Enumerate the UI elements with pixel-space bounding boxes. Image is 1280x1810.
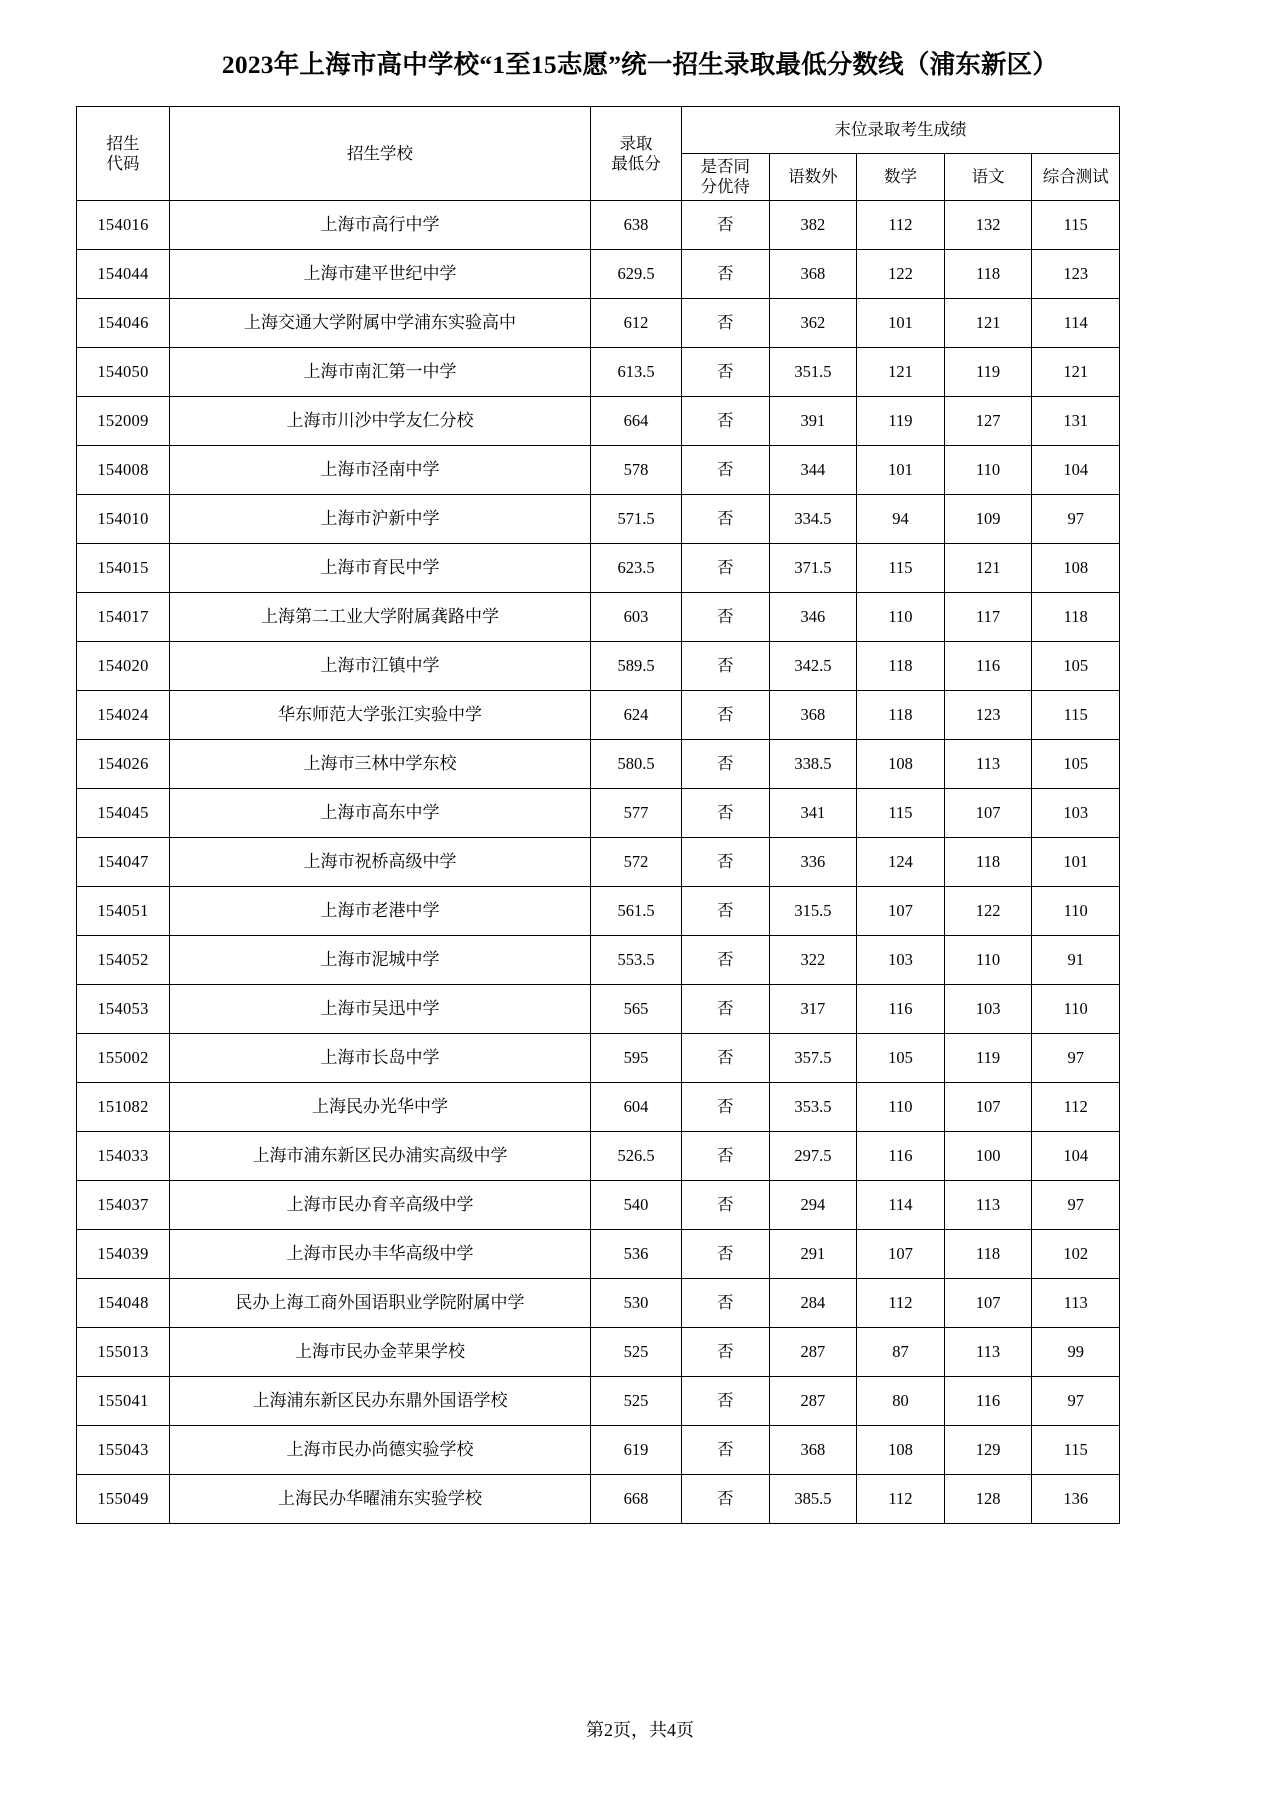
cell-school-name: 上海市长岛中学 <box>170 1034 591 1083</box>
cell-school-name: 上海市祝桥高级中学 <box>170 838 591 887</box>
cell-same-score-preference: 否 <box>682 250 770 299</box>
cell-ysw-score: 353.5 <box>769 1083 857 1132</box>
cell-comprehensive-score: 131 <box>1032 397 1120 446</box>
cell-same-score-preference: 否 <box>682 740 770 789</box>
cell-school-name: 上海市育民中学 <box>170 544 591 593</box>
cell-admission-code: 154010 <box>77 495 170 544</box>
cell-ysw-score: 287 <box>769 1328 857 1377</box>
cell-min-score: 604 <box>591 1083 682 1132</box>
table-header <box>77 107 1120 201</box>
cell-min-score: 525 <box>591 1377 682 1426</box>
table-row <box>77 1034 1120 1083</box>
cell-school-name: 上海市民办金苹果学校 <box>170 1328 591 1377</box>
cell-chinese-score: 116 <box>944 1377 1032 1426</box>
cell-ysw-score: 357.5 <box>769 1034 857 1083</box>
cell-school-name: 上海第二工业大学附属龚路中学 <box>170 593 591 642</box>
cell-comprehensive-score: 118 <box>1032 593 1120 642</box>
cell-same-score-preference: 否 <box>682 201 770 250</box>
cell-min-score: 595 <box>591 1034 682 1083</box>
table-row <box>77 642 1120 691</box>
cell-chinese-score: 119 <box>944 1034 1032 1083</box>
cell-ysw-score: 322 <box>769 936 857 985</box>
cell-chinese-score: 121 <box>944 299 1032 348</box>
cell-school-name: 上海市沪新中学 <box>170 495 591 544</box>
cell-comprehensive-score: 101 <box>1032 838 1120 887</box>
cell-comprehensive-score: 99 <box>1032 1328 1120 1377</box>
cell-admission-code: 154052 <box>77 936 170 985</box>
cell-comprehensive-score: 115 <box>1032 691 1120 740</box>
cell-admission-code: 154044 <box>77 250 170 299</box>
cell-same-score-preference: 否 <box>682 691 770 740</box>
cell-admission-code: 154053 <box>77 985 170 1034</box>
cell-school-name: 上海市民办育辛高级中学 <box>170 1181 591 1230</box>
cell-math-score: 110 <box>857 593 945 642</box>
cell-math-score: 121 <box>857 348 945 397</box>
cell-math-score: 107 <box>857 1230 945 1279</box>
cell-same-score-preference: 否 <box>682 1034 770 1083</box>
header-comprehensive: 综合测试 <box>1032 154 1120 201</box>
admission-score-table <box>76 106 1120 1524</box>
cell-chinese-score: 117 <box>944 593 1032 642</box>
cell-same-score-preference: 否 <box>682 936 770 985</box>
cell-math-score: 94 <box>857 495 945 544</box>
cell-comprehensive-score: 136 <box>1032 1475 1120 1524</box>
cell-ysw-score: 385.5 <box>769 1475 857 1524</box>
cell-admission-code: 154026 <box>77 740 170 789</box>
cell-admission-code: 155002 <box>77 1034 170 1083</box>
cell-chinese-score: 118 <box>944 250 1032 299</box>
cell-min-score: 619 <box>591 1426 682 1475</box>
header-min-score <box>591 107 682 201</box>
cell-ysw-score: 368 <box>769 691 857 740</box>
table-row <box>77 397 1120 446</box>
cell-school-name: 上海民办华曜浦东实验学校 <box>170 1475 591 1524</box>
cell-min-score: 525 <box>591 1328 682 1377</box>
table-row <box>77 299 1120 348</box>
cell-admission-code: 152009 <box>77 397 170 446</box>
cell-comprehensive-score: 97 <box>1032 495 1120 544</box>
cell-min-score: 664 <box>591 397 682 446</box>
cell-math-score: 122 <box>857 250 945 299</box>
cell-math-score: 87 <box>857 1328 945 1377</box>
cell-comprehensive-score: 91 <box>1032 936 1120 985</box>
cell-math-score: 115 <box>857 789 945 838</box>
cell-admission-code: 155013 <box>77 1328 170 1377</box>
cell-min-score: 530 <box>591 1279 682 1328</box>
cell-min-score: 623.5 <box>591 544 682 593</box>
cell-ysw-score: 336 <box>769 838 857 887</box>
header-chinese: 语文 <box>944 154 1032 201</box>
table-row <box>77 1132 1120 1181</box>
cell-comprehensive-score: 104 <box>1032 1132 1120 1181</box>
cell-ysw-score: 362 <box>769 299 857 348</box>
cell-same-score-preference: 否 <box>682 1426 770 1475</box>
table-row <box>77 691 1120 740</box>
cell-school-name: 上海交通大学附属中学浦东实验高中 <box>170 299 591 348</box>
cell-min-score: 571.5 <box>591 495 682 544</box>
cell-comprehensive-score: 97 <box>1032 1181 1120 1230</box>
cell-school-name: 上海市川沙中学友仁分校 <box>170 397 591 446</box>
cell-ysw-score: 317 <box>769 985 857 1034</box>
cell-min-score: 603 <box>591 593 682 642</box>
cell-ysw-score: 382 <box>769 201 857 250</box>
cell-admission-code: 154008 <box>77 446 170 495</box>
cell-school-name: 上海市江镇中学 <box>170 642 591 691</box>
table-row <box>77 1181 1120 1230</box>
cell-chinese-score: 119 <box>944 348 1032 397</box>
cell-min-score: 536 <box>591 1230 682 1279</box>
table-row <box>77 1475 1120 1524</box>
page-footer: 第2页，共4页 <box>586 1720 694 1740</box>
cell-same-score-preference: 否 <box>682 1279 770 1328</box>
cell-math-score: 114 <box>857 1181 945 1230</box>
table-row <box>77 201 1120 250</box>
cell-same-score-preference: 否 <box>682 642 770 691</box>
cell-ysw-score: 344 <box>769 446 857 495</box>
cell-min-score: 613.5 <box>591 348 682 397</box>
cell-chinese-score: 113 <box>944 1181 1032 1230</box>
cell-school-name: 上海市泾南中学 <box>170 446 591 495</box>
table-body <box>77 201 1120 1524</box>
cell-ysw-score: 368 <box>769 1426 857 1475</box>
cell-chinese-score: 121 <box>944 544 1032 593</box>
cell-chinese-score: 128 <box>944 1475 1032 1524</box>
cell-comprehensive-score: 108 <box>1032 544 1120 593</box>
cell-math-score: 80 <box>857 1377 945 1426</box>
header-row-top <box>77 107 1120 154</box>
cell-school-name: 上海民办光华中学 <box>170 1083 591 1132</box>
cell-chinese-score: 127 <box>944 397 1032 446</box>
cell-math-score: 101 <box>857 299 945 348</box>
cell-school-name: 上海市泥城中学 <box>170 936 591 985</box>
cell-admission-code: 154051 <box>77 887 170 936</box>
cell-min-score: 561.5 <box>591 887 682 936</box>
cell-same-score-preference: 否 <box>682 593 770 642</box>
cell-ysw-score: 341 <box>769 789 857 838</box>
cell-min-score: 578 <box>591 446 682 495</box>
cell-comprehensive-score: 104 <box>1032 446 1120 495</box>
table-row <box>77 1230 1120 1279</box>
cell-chinese-score: 123 <box>944 691 1032 740</box>
cell-ysw-score: 338.5 <box>769 740 857 789</box>
table-row <box>77 740 1120 789</box>
cell-comprehensive-score: 121 <box>1032 348 1120 397</box>
cell-admission-code: 154046 <box>77 299 170 348</box>
cell-math-score: 112 <box>857 1279 945 1328</box>
cell-comprehensive-score: 97 <box>1032 1377 1120 1426</box>
table-row <box>77 789 1120 838</box>
cell-school-name: 上海市建平世纪中学 <box>170 250 591 299</box>
cell-chinese-score: 109 <box>944 495 1032 544</box>
table-row <box>77 544 1120 593</box>
cell-math-score: 101 <box>857 446 945 495</box>
cell-comprehensive-score: 115 <box>1032 1426 1120 1475</box>
cell-math-score: 105 <box>857 1034 945 1083</box>
cell-same-score-preference: 否 <box>682 299 770 348</box>
cell-comprehensive-score: 105 <box>1032 740 1120 789</box>
cell-admission-code: 154037 <box>77 1181 170 1230</box>
cell-ysw-score: 297.5 <box>769 1132 857 1181</box>
table-row <box>77 593 1120 642</box>
cell-ysw-score: 315.5 <box>769 887 857 936</box>
table-row <box>77 838 1120 887</box>
cell-ysw-score: 346 <box>769 593 857 642</box>
cell-min-score: 668 <box>591 1475 682 1524</box>
cell-school-name: 上海市高东中学 <box>170 789 591 838</box>
cell-comprehensive-score: 97 <box>1032 1034 1120 1083</box>
cell-same-score-preference: 否 <box>682 397 770 446</box>
cell-chinese-score: 129 <box>944 1426 1032 1475</box>
cell-same-score-preference: 否 <box>682 1377 770 1426</box>
cell-comprehensive-score: 114 <box>1032 299 1120 348</box>
cell-same-score-preference: 否 <box>682 985 770 1034</box>
cell-math-score: 118 <box>857 642 945 691</box>
cell-school-name: 上海市高行中学 <box>170 201 591 250</box>
header-school: 招生学校 <box>170 107 591 201</box>
cell-min-score: 577 <box>591 789 682 838</box>
cell-same-score-preference: 否 <box>682 495 770 544</box>
cell-same-score-preference: 否 <box>682 1328 770 1377</box>
header-admission-code-line2: 代码 <box>106 153 140 173</box>
table-row <box>77 1377 1120 1426</box>
table-row <box>77 936 1120 985</box>
header-last-admitted-group: 末位录取考生成绩 <box>682 107 1120 154</box>
cell-min-score: 526.5 <box>591 1132 682 1181</box>
cell-admission-code: 154033 <box>77 1132 170 1181</box>
cell-chinese-score: 103 <box>944 985 1032 1034</box>
header-same-score-preference <box>682 154 770 201</box>
cell-math-score: 112 <box>857 201 945 250</box>
cell-math-score: 112 <box>857 1475 945 1524</box>
cell-same-score-preference: 否 <box>682 789 770 838</box>
cell-math-score: 108 <box>857 1426 945 1475</box>
cell-school-name: 上海市老港中学 <box>170 887 591 936</box>
cell-min-score: 572 <box>591 838 682 887</box>
cell-chinese-score: 113 <box>944 1328 1032 1377</box>
cell-admission-code: 154045 <box>77 789 170 838</box>
cell-ysw-score: 371.5 <box>769 544 857 593</box>
cell-chinese-score: 122 <box>944 887 1032 936</box>
cell-same-score-preference: 否 <box>682 446 770 495</box>
cell-math-score: 116 <box>857 1132 945 1181</box>
cell-ysw-score: 287 <box>769 1377 857 1426</box>
cell-school-name: 上海市浦东新区民办浦实高级中学 <box>170 1132 591 1181</box>
cell-min-score: 553.5 <box>591 936 682 985</box>
page-title: 2023年上海市高中学校“1至15志愿”统一招生录取最低分数线（浦东新区） <box>221 50 1059 79</box>
cell-comprehensive-score: 112 <box>1032 1083 1120 1132</box>
table-row <box>77 1328 1120 1377</box>
table-row <box>77 250 1120 299</box>
cell-ysw-score: 342.5 <box>769 642 857 691</box>
cell-ysw-score: 291 <box>769 1230 857 1279</box>
table-row <box>77 887 1120 936</box>
cell-school-name: 上海市南汇第一中学 <box>170 348 591 397</box>
table-row <box>77 348 1120 397</box>
cell-chinese-score: 110 <box>944 936 1032 985</box>
cell-school-name: 上海浦东新区民办东鼎外国语学校 <box>170 1377 591 1426</box>
cell-admission-code: 154047 <box>77 838 170 887</box>
table-row <box>77 1083 1120 1132</box>
cell-chinese-score: 107 <box>944 789 1032 838</box>
cell-math-score: 119 <box>857 397 945 446</box>
cell-min-score: 580.5 <box>591 740 682 789</box>
cell-ysw-score: 294 <box>769 1181 857 1230</box>
cell-ysw-score: 351.5 <box>769 348 857 397</box>
cell-comprehensive-score: 110 <box>1032 887 1120 936</box>
cell-min-score: 540 <box>591 1181 682 1230</box>
cell-same-score-preference: 否 <box>682 1083 770 1132</box>
cell-ysw-score: 284 <box>769 1279 857 1328</box>
cell-school-name: 上海市民办尚德实验学校 <box>170 1426 591 1475</box>
header-admission-code-line1: 招生 <box>106 133 140 153</box>
table-row <box>77 1426 1120 1475</box>
cell-chinese-score: 113 <box>944 740 1032 789</box>
cell-comprehensive-score: 102 <box>1032 1230 1120 1279</box>
header-admission-code <box>77 107 170 201</box>
cell-min-score: 638 <box>591 201 682 250</box>
cell-same-score-preference: 否 <box>682 1181 770 1230</box>
cell-chinese-score: 118 <box>944 1230 1032 1279</box>
cell-chinese-score: 116 <box>944 642 1032 691</box>
cell-school-name: 上海市三林中学东校 <box>170 740 591 789</box>
header-min-score-line2: 最低分 <box>611 153 661 173</box>
cell-chinese-score: 132 <box>944 201 1032 250</box>
cell-same-score-preference: 否 <box>682 887 770 936</box>
cell-admission-code: 155043 <box>77 1426 170 1475</box>
cell-comprehensive-score: 110 <box>1032 985 1120 1034</box>
cell-same-score-preference: 否 <box>682 544 770 593</box>
cell-comprehensive-score: 115 <box>1032 201 1120 250</box>
cell-admission-code: 154016 <box>77 201 170 250</box>
cell-chinese-score: 107 <box>944 1083 1032 1132</box>
cell-math-score: 124 <box>857 838 945 887</box>
cell-admission-code: 154015 <box>77 544 170 593</box>
header-same-score-line1: 是否同 <box>700 157 751 177</box>
table-row <box>77 1279 1120 1328</box>
cell-school-name: 上海市吴迅中学 <box>170 985 591 1034</box>
cell-math-score: 107 <box>857 887 945 936</box>
cell-admission-code: 154020 <box>77 642 170 691</box>
cell-comprehensive-score: 105 <box>1032 642 1120 691</box>
cell-admission-code: 155049 <box>77 1475 170 1524</box>
cell-admission-code: 154048 <box>77 1279 170 1328</box>
cell-ysw-score: 334.5 <box>769 495 857 544</box>
cell-admission-code: 154024 <box>77 691 170 740</box>
cell-same-score-preference: 否 <box>682 1475 770 1524</box>
cell-min-score: 565 <box>591 985 682 1034</box>
cell-min-score: 589.5 <box>591 642 682 691</box>
cell-chinese-score: 100 <box>944 1132 1032 1181</box>
cell-school-name: 华东师范大学张江实验中学 <box>170 691 591 740</box>
cell-same-score-preference: 否 <box>682 348 770 397</box>
cell-ysw-score: 368 <box>769 250 857 299</box>
cell-school-name: 民办上海工商外国语职业学院附属中学 <box>170 1279 591 1328</box>
cell-admission-code: 154050 <box>77 348 170 397</box>
cell-chinese-score: 110 <box>944 446 1032 495</box>
cell-math-score: 110 <box>857 1083 945 1132</box>
cell-math-score: 115 <box>857 544 945 593</box>
header-ysw: 语数外 <box>769 154 857 201</box>
table-row <box>77 495 1120 544</box>
cell-school-name: 上海市民办丰华高级中学 <box>170 1230 591 1279</box>
header-min-score-line1: 录取 <box>619 133 653 153</box>
cell-same-score-preference: 否 <box>682 1132 770 1181</box>
table-row <box>77 985 1120 1034</box>
cell-comprehensive-score: 123 <box>1032 250 1120 299</box>
cell-math-score: 116 <box>857 985 945 1034</box>
cell-chinese-score: 107 <box>944 1279 1032 1328</box>
cell-min-score: 624 <box>591 691 682 740</box>
cell-comprehensive-score: 113 <box>1032 1279 1120 1328</box>
cell-admission-code: 155041 <box>77 1377 170 1426</box>
cell-math-score: 108 <box>857 740 945 789</box>
header-same-score-line2: 分优待 <box>700 177 751 197</box>
table-row <box>77 446 1120 495</box>
cell-comprehensive-score: 103 <box>1032 789 1120 838</box>
cell-admission-code: 151082 <box>77 1083 170 1132</box>
cell-same-score-preference: 否 <box>682 1230 770 1279</box>
cell-min-score: 612 <box>591 299 682 348</box>
table-container <box>0 106 1280 1524</box>
cell-chinese-score: 118 <box>944 838 1032 887</box>
cell-admission-code: 154039 <box>77 1230 170 1279</box>
cell-admission-code: 154017 <box>77 593 170 642</box>
header-math: 数学 <box>857 154 945 201</box>
cell-ysw-score: 391 <box>769 397 857 446</box>
cell-same-score-preference: 否 <box>682 838 770 887</box>
cell-math-score: 103 <box>857 936 945 985</box>
cell-math-score: 118 <box>857 691 945 740</box>
cell-min-score: 629.5 <box>591 250 682 299</box>
